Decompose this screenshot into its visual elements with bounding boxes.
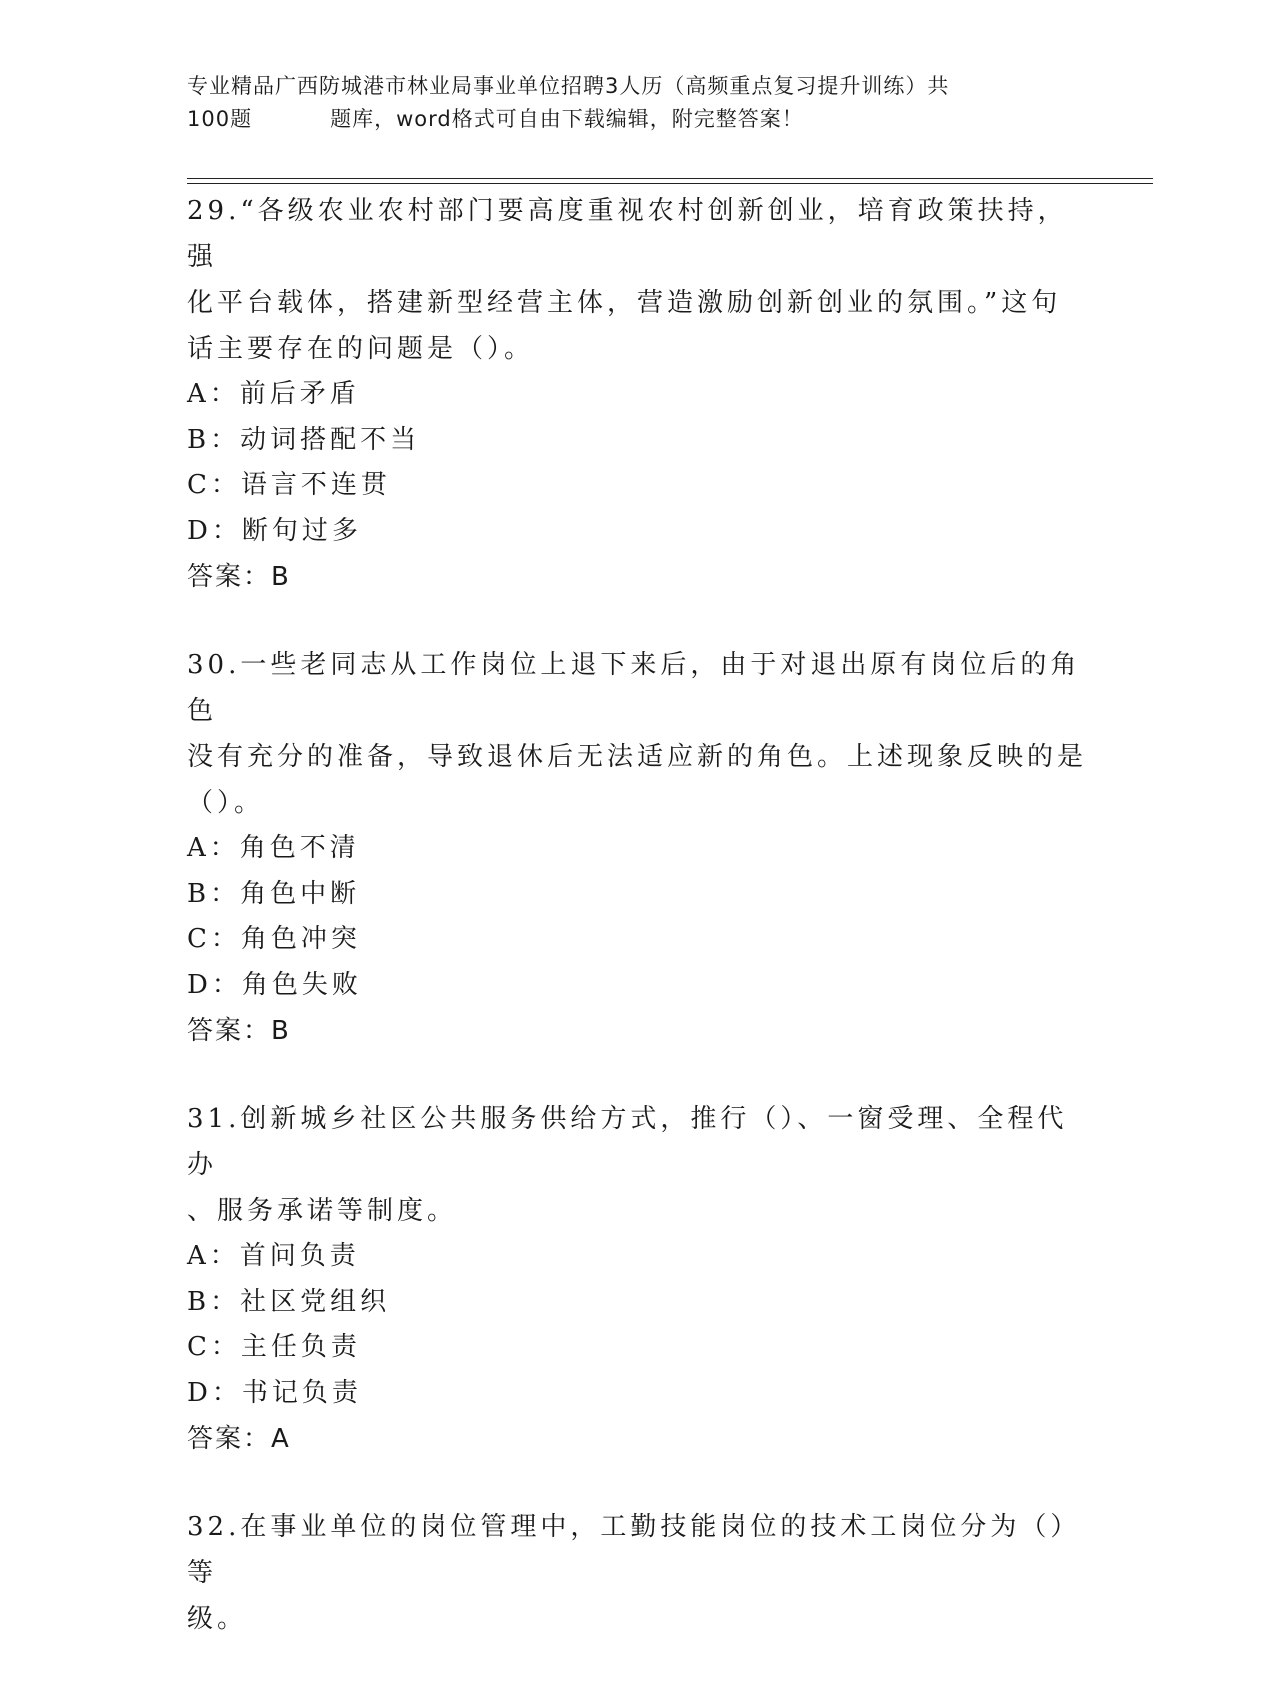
question-text-line: 31.创新城乡社区公共服务供给方式，推行（）、一窗受理、全程代办: [187, 1104, 1068, 1180]
question-29: [187, 188, 1087, 600]
option-d: D：书记负责: [187, 1377, 362, 1408]
question-text-line: 话主要存在的问题是（）。: [187, 334, 535, 364]
header-divider-bottom: [187, 183, 1153, 184]
question-31: [187, 1096, 1087, 1462]
question-text-line: 32.在事业单位的岗位管理中，工勤技能岗位的技术工岗位分为（）等: [187, 1512, 1081, 1588]
question-text-line: 30.一些老同志从工作岗位上退下来后，由于对退出原有岗位后的角色: [187, 650, 1081, 726]
answer: 答案：A: [187, 1424, 291, 1454]
question-30: [187, 642, 1087, 1054]
option-a: A：首问负责: [187, 1241, 360, 1271]
question-text-line: 29.“各级农业农村部门要高度重视农村创新创业，培育政策扶持，强: [187, 196, 1068, 272]
question-32: [187, 1504, 1087, 1642]
option-b: B：社区党组织: [187, 1286, 391, 1317]
header-question-count: 100题: [187, 107, 253, 131]
option-b: B：动词搭配不当: [187, 424, 421, 455]
question-text-line: 、服务承诺等制度。: [187, 1196, 458, 1226]
option-c: C：主任负责: [187, 1332, 361, 1362]
header-divider-top: [187, 178, 1153, 179]
option-b: B：角色中断: [187, 878, 361, 909]
question-text-line: 没有充分的准备，导致退休后无法适应新的角色。上述现象反映的是: [187, 742, 1088, 772]
question-text-line: 化平台载体，搭建新型经营主体，营造激励创新创业的氛围。”这句: [187, 288, 1062, 318]
option-c: C：角色冲突: [187, 924, 361, 954]
header-line-2: [187, 103, 1067, 136]
answer: 答案：B: [187, 1016, 291, 1046]
option-a: A：角色不清: [187, 833, 360, 863]
option-a: A：前后矛盾: [187, 379, 360, 409]
option-c: C：语言不连贯: [187, 470, 391, 500]
option-d: D：断句过多: [187, 515, 362, 546]
option-d: D：角色失败: [187, 969, 362, 1000]
question-text-line: （）。: [187, 788, 265, 818]
header-line-1: 专业精品广西防城港市林业局事业单位招聘3人历（高频重点复习提升训练）共: [187, 74, 950, 98]
document-header: [187, 70, 1067, 136]
question-text-line: 级。: [187, 1604, 248, 1634]
header-description: 题库，word格式可自由下载编辑，附完整答案！: [330, 107, 804, 131]
question-list: [187, 188, 1087, 1684]
answer: 答案：B: [187, 562, 291, 592]
